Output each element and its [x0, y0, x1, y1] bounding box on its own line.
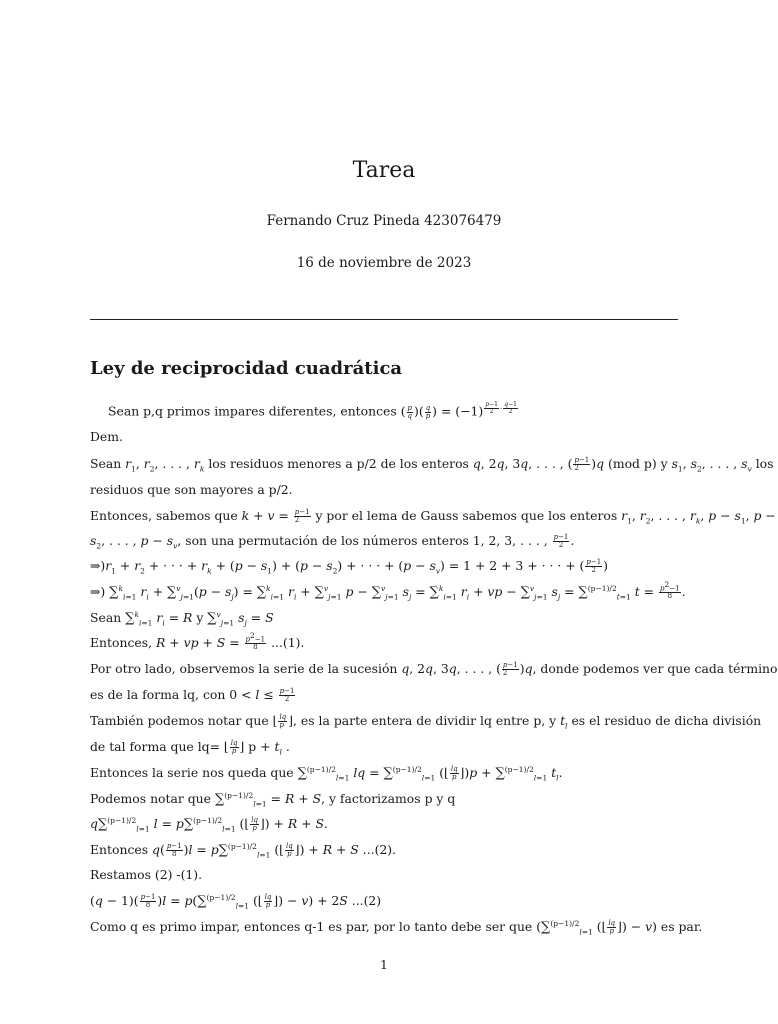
date-line: 16 de noviembre de 2023 [296, 255, 472, 271]
equation-line: Como q es primo impar, entonces q-1 es par, por lo tanto debe ser que (∑$^{(p-1)/2}_{l=1}$ (⌊ $\frac{lq}{p}$ ⌋) − v) es par. [90, 918, 703, 937]
equation-line: $\Rightarrow)r_1 + r_2$ + · · · + $r_k + (p - s_1) + (p - s_2)$ + · · · + $(p - s_v) = 1 + 2 + 3$ + · · · + ( $\frac{p-1}{2}$ ) [90, 558, 609, 576]
paragraph-line: $s_2$, . . . , $p - s_v$, son una permutación de los números enteros 1, 2, 3, . . . , $\frac{p-1}{2}$ . [90, 533, 575, 551]
equation-line: Podemos notar que ∑$^{(p-1)/2}_{l=1}$ = R + S, y factorizamos p y q [90, 790, 456, 809]
horizontal-rule [90, 319, 678, 320]
equation-line: q∑$^{(p-1)/2}_{l=1}$ l = p∑$^{(p-1)/2}_{l=1}$ (⌊ $\frac{lq}{p}$ ⌋) + R + S. [90, 815, 328, 834]
equation-line: Sean ∑$^k_{i=1}$ $r_i = R$ y ∑$^v_{j=1}$ $s_j = S$ [90, 609, 274, 628]
page-number: 1 [380, 957, 388, 972]
paragraph-line: Sean $r_1$, $r_2$, . . . , $r_k$ los residuos menores a p/2 de los enteros q, 2q, 3q, . . . , ( $\frac{p-1}{2}$ )q (mod p) y $s_1$, $s_2$, . . . , $s_v$ los [90, 456, 774, 474]
paragraph-line: Entonces, sabemos que k + v = $\frac{p-1}{2}$ y por el lema de Gauss sabemos que los enteros $r_1$, $r_2$, . . . , $r_k$, $p - s_1$, p − [90, 508, 776, 526]
document-title: Tarea [352, 158, 416, 183]
theorem-intro: Sean p,q primos impares diferentes, entonces [108, 403, 397, 419]
paragraph-line: También podemos notar que ⌊ $\frac{lq}{p}$ ⌋, es la parte entera de dividir lq entre p, y $t_l$ es el residuo de dicha división [90, 713, 762, 731]
theorem-statement: Sean p,q primos impares diferentes, entonces ( $\frac{p}{q}$ )( $\frac{q}{p}$ ) = (−1) $^{\frac{p-1}{2} \cdot \frac{q-1}{2}}$ [108, 401, 517, 420]
paragraph-line: de tal forma que lq= ⌊ $\frac{lq}{p}$ ⌋ $p + t_l$ . [90, 739, 290, 757]
equation-line: ⇒) ∑$^k_{i=1}$ $r_i + \sum^v_{j=1}(p - s_j) = \sum^k_{i=1}$ $r_i + \sum^v_{j=1}$ p − ∑$^v_{j=1}$ $s_j = \sum^k_{i=1}$ $r_i$ + vp − ∑$^v_{j=1}$ $s_j = \sum^{(p-1)/2}_{t=1}$ t = $\frac{p^2-1}{8}$ . [90, 579, 686, 602]
proof-label: Dem. [90, 429, 123, 444]
equation-line: Entonces q( $\frac{p-1}{8}$ )l = p∑$^{(p-1)/2}_{l=1}$ (⌊ $\frac{lq}{p}$ ⌋) + R + S ...(2). [90, 841, 397, 860]
equation-line: (q − 1)( $\frac{p-1}{8}$ )l = p(∑$^{(p-1)/2}_{l=1}$ (⌊ $\frac{lq}{p}$ ⌋) − v) + 2S ...(2) [90, 892, 382, 911]
equation-line: Entonces, R + vp + S = $\frac{p^2-1}{8}$ ...(1). [90, 630, 305, 652]
section-heading: Ley de reciprocidad cuadrática [90, 358, 403, 379]
equation-line: Entonces la serie nos queda que ∑$^{(p-1)/2}_{l=1}$ lq = ∑$^{(p-1)/2}_{l=1}$ (⌊ $\frac{lq}{p}$ ⌋)p + ∑$^{(p-1)/2}_{l=1}$ $t_l$. [90, 764, 563, 783]
author-line: Fernando Cruz Pineda 423076479 [266, 213, 502, 229]
paragraph-line: Por otro lado, observemos la serie de la sucesión q, 2q, 3q, . . . , ( $\frac{p-1}{2}$ )q, donde podemos ver que cada término [90, 661, 778, 677]
paragraph-line: residuos que son mayores a p/2. [90, 482, 293, 497]
equation-line: Restamos (2) -(1). [90, 867, 203, 882]
paragraph-line: es de la forma lq, con 0 < l ≤ $\frac{p-1}{2}$ [90, 687, 295, 703]
